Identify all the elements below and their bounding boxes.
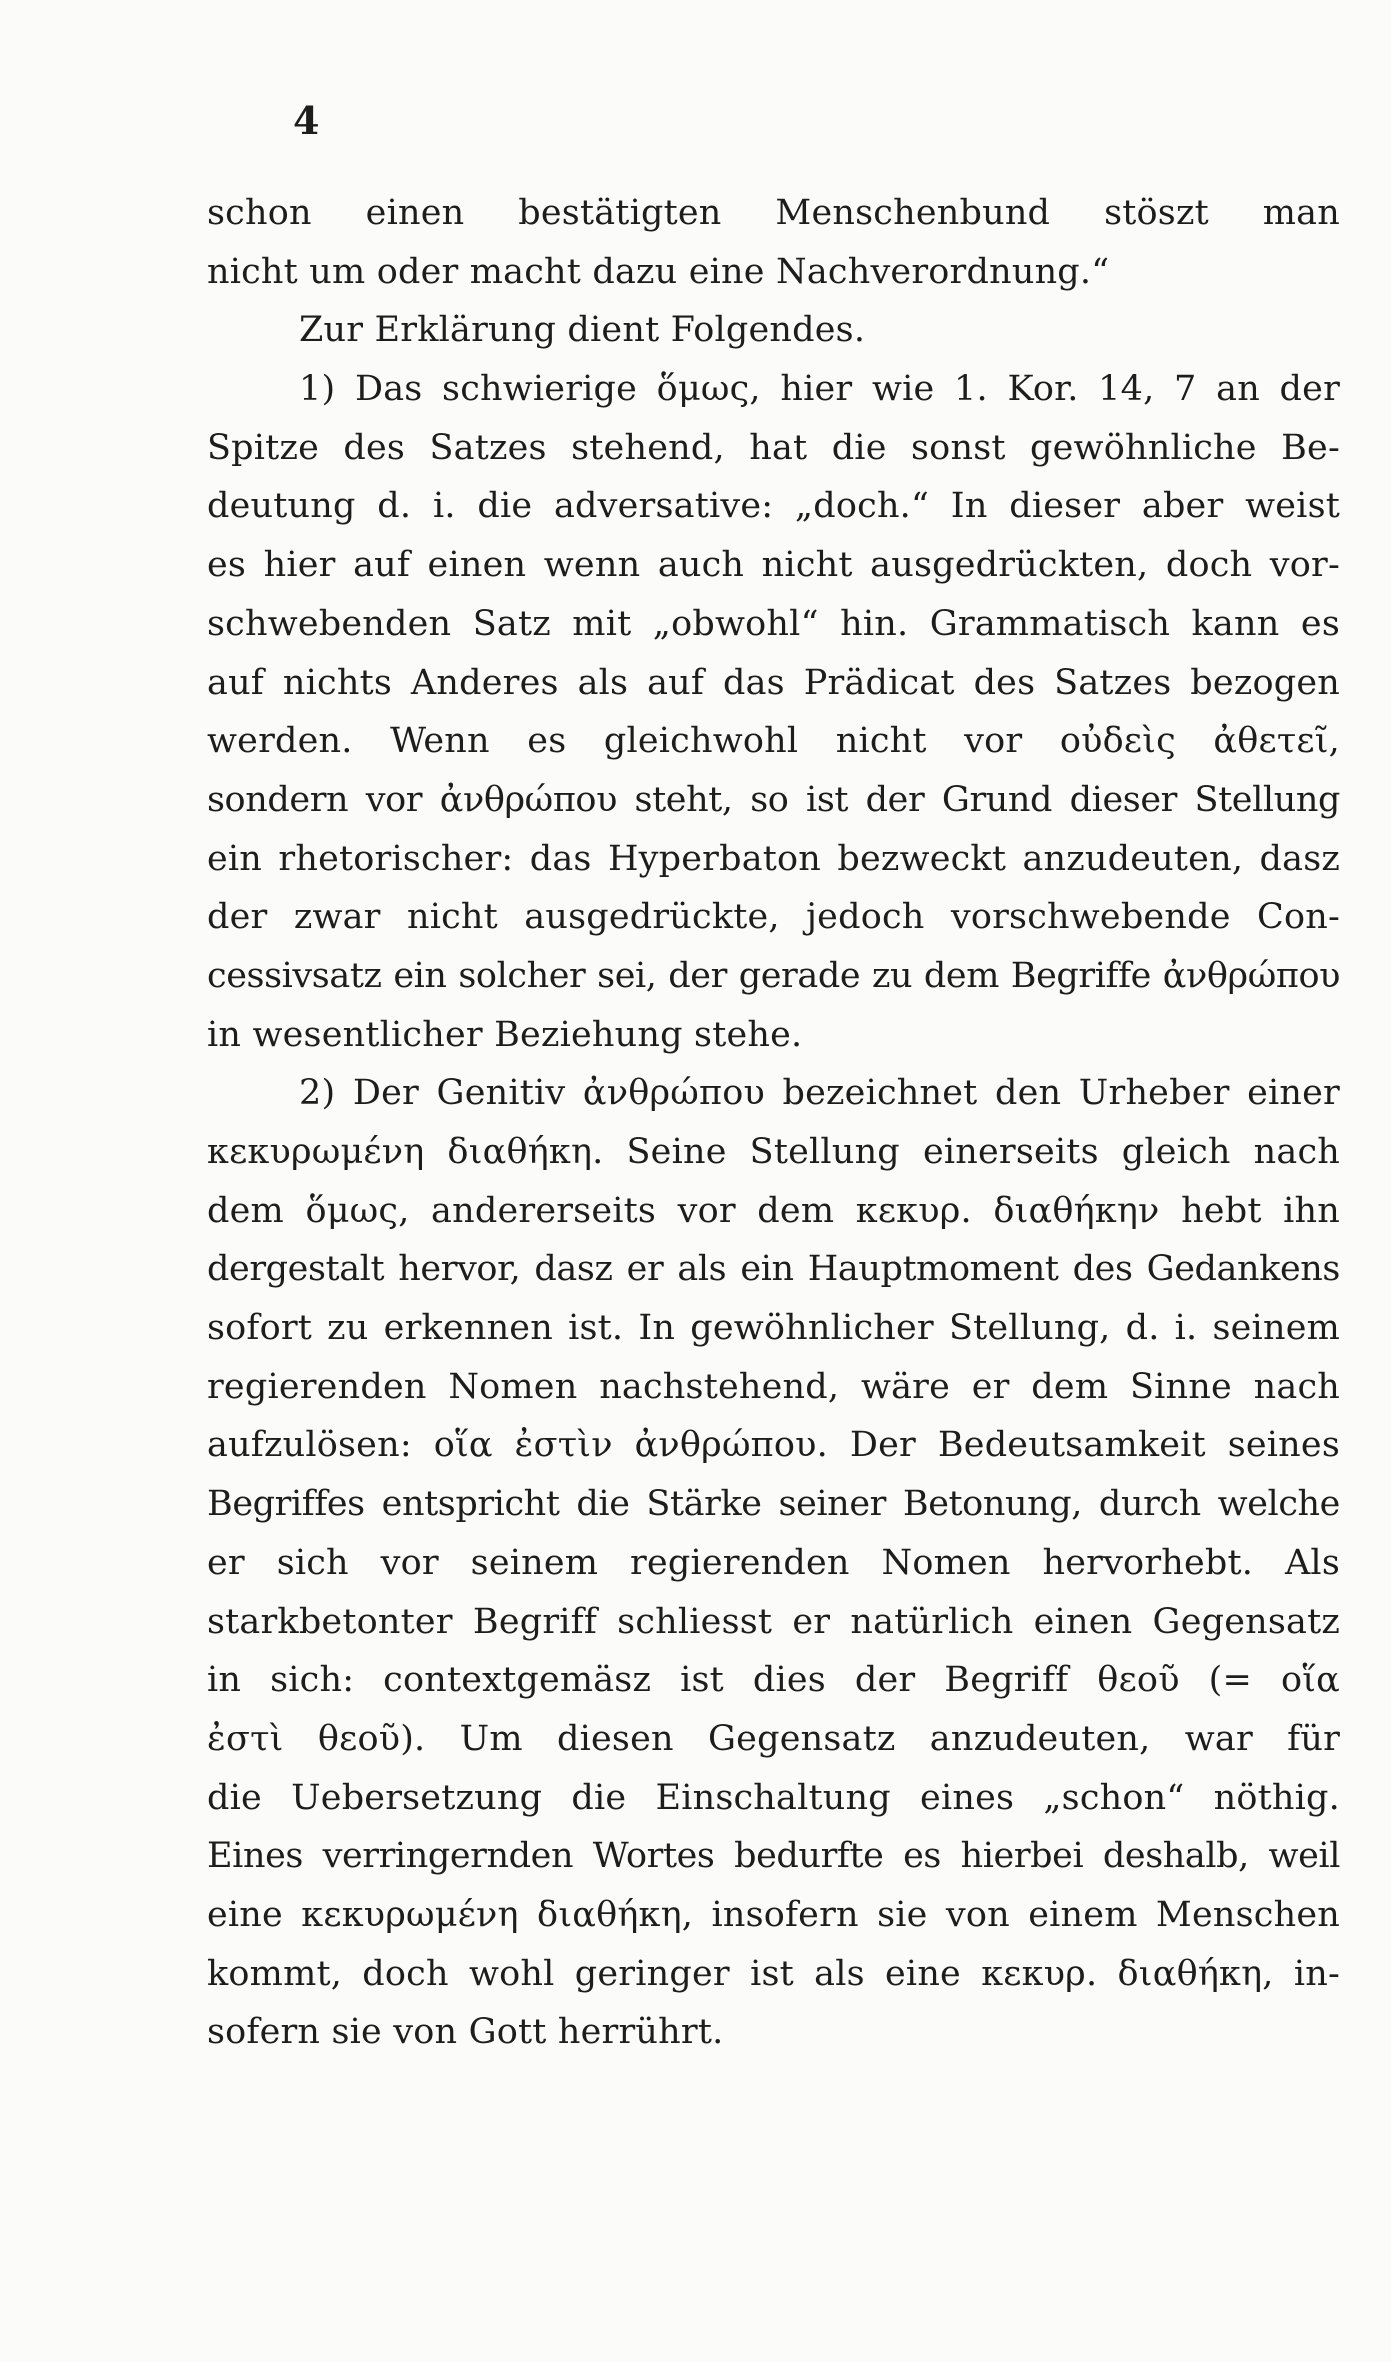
text-line: sofort zu erkennen ist. In gewöhnlicher Stellung, d. i. seinem (207, 1308, 1340, 1349)
text-line: sofern sie von Gott herrührt. (207, 2012, 724, 2053)
text-line: auf nichts Anderes als auf das Prädicat des Satzes bezogen (207, 662, 1340, 703)
text-line: regierenden Nomen nachstehend, wäre er dem Sinne nach (207, 1366, 1340, 1407)
text-line: sondern vor ἀνθρώπου steht, so ist der Grund dieser Stellung (207, 779, 1340, 820)
text-line: nicht um oder macht dazu eine Nachverordnung.“ (207, 251, 1110, 292)
text-line: Begriffes entspricht die Stärke seiner Betonung, durch welche (207, 1484, 1340, 1525)
text-line: die Uebersetzung die Einschaltung eines „schon“ nöthig. (207, 1777, 1340, 1818)
page-number: 4 (293, 98, 320, 143)
text-line: schwebenden Satz mit „obwohl“ hin. Grammatisch kann es (207, 603, 1340, 644)
text-line: kommt, doch wohl geringer ist als eine κεκυρ. διαθήκη, in- (207, 1953, 1340, 1994)
text-line: ἐστὶ θεοῦ). Um diesen Gegensatz anzudeuten, war für (207, 1718, 1340, 1759)
text-line: schon einen bestätigten Menschenbund stöszt man (207, 193, 1340, 233)
text-line: in sich: contextgemäsz ist dies der Begriff θεοῦ (= οἵα (207, 1660, 1340, 1701)
text-line: Eines verringernden Wortes bedurfte es hierbei deshalb, weil (207, 1836, 1340, 1877)
text-line: eine κεκυρωμένη διαθήκη, insofern sie von einem Menschen (207, 1894, 1340, 1935)
text-line: ein rhetorischer: das Hyperbaton bezweckt anzudeuten, dasz (207, 838, 1340, 879)
text-line: dergestalt hervor, dasz er als ein Hauptmoment des Gedankens (207, 1249, 1340, 1290)
text-line: deutung d. i. die adversative: „doch.“ In dieser aber weist (207, 486, 1340, 527)
text-line: in wesentlicher Beziehung stehe. (207, 1014, 803, 1055)
text-line: er sich vor seinem regierenden Nomen hervorhebt. Als (207, 1542, 1340, 1583)
text-line: cessivsatz ein solcher sei, der gerade zu dem Begriffe ἀνθρώπου (207, 955, 1340, 996)
text-line: Zur Erklärung dient Folgendes. (299, 310, 866, 351)
text-line: werden. Wenn es gleichwohl nicht vor οὐδεὶς ἀθετεῖ, (207, 721, 1340, 762)
body-text (207, 184, 1340, 2062)
text-line: Spitze des Satzes stehend, hat die sonst gewöhnliche Be- (207, 427, 1340, 468)
text-line: κεκυρωμένη διαθήκη. Seine Stellung einerseits gleich nach (207, 1132, 1340, 1172)
text-line: starkbetonter Begriff schliesst er natürlich einen Gegensatz (207, 1601, 1340, 1642)
text-line: 1) Das schwierige ὅμως, hier wie 1. Kor. 14, 7 an der (299, 369, 1340, 410)
text-line: 2) Der Genitiv ἀνθρώπου bezeichnet den Urheber einer (299, 1073, 1340, 1114)
text-line: aufzulösen: οἵα ἐστὶν ἀνθρώπου. Der Bedeutsamkeit seines (207, 1425, 1340, 1466)
text-line: der zwar nicht ausgedrückte, jedoch vorschwebende Con- (207, 897, 1340, 938)
text-line: es hier auf einen wenn auch nicht ausgedrückten, doch vor- (207, 545, 1340, 586)
text-line: dem ὅμως, andererseits vor dem κεκυρ. διαθήκην hebt ihn (207, 1190, 1340, 1231)
